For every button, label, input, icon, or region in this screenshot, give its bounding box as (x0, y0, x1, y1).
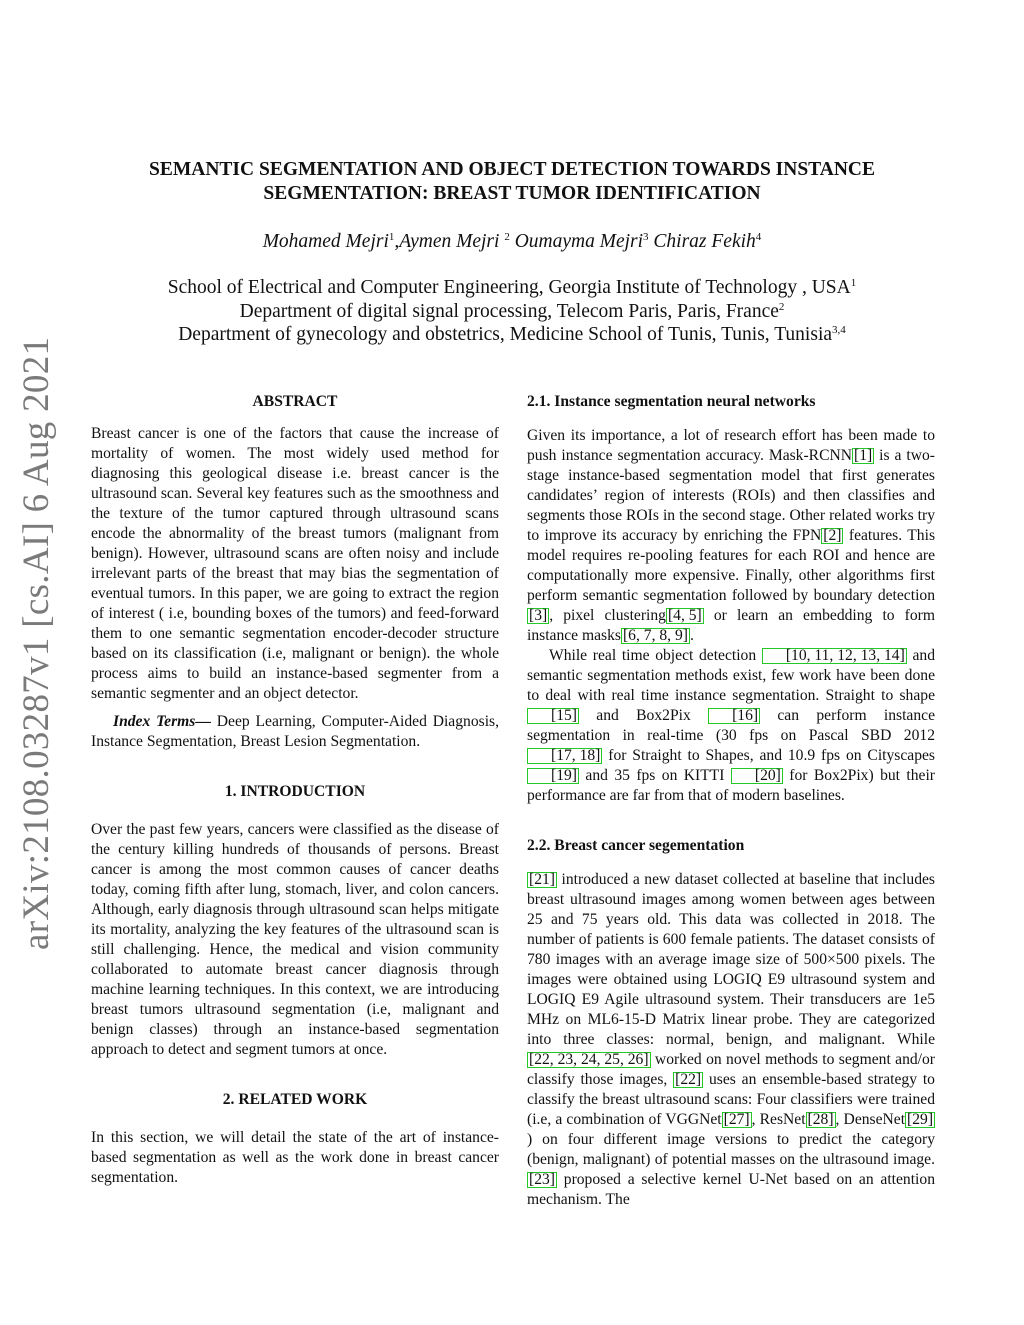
citation-link[interactable]: [22] (675, 1071, 702, 1088)
affiliation-superscript: 3,4 (832, 324, 846, 336)
title-line-1: SEMANTIC SEGMENTATION AND OBJECT DETECTION TOWARDS INSTANCE (149, 159, 875, 180)
citation-link[interactable]: [2] (823, 527, 842, 544)
affiliation-line (80, 300, 944, 324)
body-text: While real time object detection (549, 647, 762, 664)
affiliation-text: School of Electrical and Computer Engineering, Georgia Institute of Technology , USA (167, 277, 851, 298)
citation-link[interactable]: [27] (723, 1111, 750, 1128)
body-text: Given its importance, a lot of research effort has been made to push instance segmentation accuracy. Mask-RCNN (527, 427, 935, 464)
right-column (527, 392, 935, 1210)
body-text: can perform instance segmentation in real-time (30 fps on Pascal SBD 2012 (527, 707, 935, 744)
body-text: proposed a selective kernel U-Net based on an attention mechanism. The (527, 1171, 935, 1208)
paper-title (80, 158, 944, 206)
body-text: , DenseNet (835, 1111, 906, 1128)
citation-link[interactable]: [1] (854, 447, 873, 464)
citation-link[interactable]: [4, 5] (667, 607, 702, 624)
introduction-text: Over the past few years, cancers were classified as the disease of the century killing hundreds of thousands of persons. Breast cancer is among the most common causes of cancer deaths today, coming fifth after lung, stomach, liver, and colon cancers. Although, early diagnosis through ultrasound scan helps mitigate its mortality, analyzing the key features of the ultrasound scan is still challenging. Hence, the medical and vision community collaborated to automate breast cancer diagnosis through machine learning techniques. In this context, we are introducing breast tumors ultrasound segmentation (i.e, malignant and benign classes) through an instance-based segmentation approach to detect and segment tumors at once. (91, 821, 499, 1058)
author-superscript: 3 (643, 231, 649, 243)
related-work-heading: 2. RELATED WORK (222, 1091, 368, 1108)
body-text: and Box2Pix (578, 707, 709, 724)
body-text: and 35 fps on KITTI (578, 767, 731, 784)
affiliation-line (80, 323, 944, 347)
body-text: . (689, 627, 694, 644)
abstract-text: Breast cancer is one of the factors that cause the increase of mortality of women. The most widely used method for diagnosing this geological disease i.e. breast cancer is the ultrasound scan. Several key features such as the smoothness and the texture of the tumor captured through ultrasound scans encode the abnormality of the breast tumors (malignant from benign). However, ultrasound scans are often noisy and include irrelevant parts of the breast that may bias the segmentation of eventual tumors. In this paper, we are going to extract the region of interest ( i.e, bounding boxes of the tumors) and feed-forward them to one semantic segmentation encoder-decoder structure based on its classification (i.e, malignant or benign). the whole process aims to build an instance-based segmenter from a semantic segmenter and an object detector. (91, 425, 499, 702)
affiliation-superscript: 1 (850, 277, 857, 289)
body-text: is a two-stage instance-based segmentation model that first generates candidates’ region of interests (ROIs) and then classifies and segments those ROIs in the second stage. Other related works try to improve its accuracy by enriching the FPN (527, 447, 935, 544)
author-list (80, 228, 944, 256)
author-name: Aymen Mejri (399, 231, 505, 252)
citation-link[interactable]: [16] (708, 708, 760, 724)
introduction-heading: 1. INTRODUCTION (224, 783, 366, 800)
index-terms-text: Deep Learning, Computer-Aided Diagnosis, Instance Segmentation, Breast Lesion Segmentation. (91, 713, 499, 750)
body-text: , ResNet (751, 1111, 806, 1128)
citation-link[interactable]: [29] (907, 1111, 934, 1128)
citation-link[interactable]: [10, 11, 12, 13, 14] (762, 648, 907, 664)
section-2-1-paragraph-2 (527, 646, 935, 806)
body-text: ) on four different image versions to predict the category (benign, malignant) of potential masses on the ultrasound image. (527, 1131, 935, 1168)
citation-link[interactable]: [22, 23, 24, 25, 26] (529, 1051, 649, 1068)
affiliation-superscript: 2 (778, 300, 785, 313)
body-text: features. This model requires re-pooling features for each ROI and hence are computationally more expensive. Finally, other algorithms first perform semantic segmentation followed by boundary detection (527, 527, 936, 604)
author-superscript: 2 (504, 231, 510, 243)
section-2-2-heading: 2.2. Breast cancer segementation (527, 837, 745, 854)
citation-link[interactable]: [23] (529, 1171, 555, 1188)
citation-link[interactable]: [28] (807, 1111, 834, 1128)
affiliation-list (80, 276, 944, 347)
citation-link[interactable]: [20] (731, 768, 783, 784)
body-text: , pixel clustering (549, 607, 666, 624)
author-separator: , (394, 231, 400, 252)
citation-link[interactable]: [6, 7, 8, 9] (622, 627, 688, 644)
abstract-heading: ABSTRACT (252, 393, 338, 410)
author-name: Oumayma Mejri (514, 231, 644, 252)
index-terms-label: Index Terms— (113, 713, 211, 730)
title-line-2: SEGMENTATION: BREAST TUMOR IDENTIFICATION (263, 183, 761, 204)
body-text: for Box2Pix) but their performance are far from that of modern baselines. (527, 767, 935, 804)
body-text: or learn an embedding to form instance masks (527, 607, 935, 644)
author-name: Chiraz Fekih (653, 231, 756, 252)
body-text: introduced a new dataset collected at baseline that includes breast ultrasound images among women between ages between 25 and 75 years old. This data was collected in 2018. The number of patients is 600 female patients. The dataset consists of 780 images with an average image size of 500×500 pixels. The images were obtained using LOGIQ E9 ultrasound system and LOGIQ E9 Agile ultrasound system. Their transducers are 1e5 MHz on ML6-15-D Matrix linear probe. They are categorized into three classes: normal, benign, and malignant. While (527, 871, 935, 1048)
citation-link[interactable]: [15] (527, 708, 579, 724)
author-superscript: 1 (388, 231, 395, 243)
section-2-1-paragraph-1 (527, 426, 935, 646)
arxiv-side-stamp: arXiv:2108.03287v1 [cs.AI] 6 Aug 2021 (16, 336, 57, 950)
citation-link[interactable]: [17, 18] (527, 748, 602, 764)
author-superscript: 4 (755, 231, 762, 243)
body-text: for Straight to Shapes, and 10.9 fps on Cityscapes (602, 747, 935, 764)
affiliation-text: Department of digital signal processing, Telecom Paris, Paris, France (239, 300, 779, 322)
section-2-2-paragraph-1 (527, 870, 935, 1210)
affiliation-line (80, 276, 944, 300)
body-text: and semantic segmentation methods exist, few work have been done to deal with real time instance segmentation. Straight to shape (527, 647, 935, 704)
body-text: uses an ensemble-based strategy to classify the breast ultrasound scans: Four classifiers were trained (i.e, a combination of VGGNet (527, 1071, 935, 1128)
citation-link[interactable]: [3] (529, 607, 548, 624)
citation-link[interactable]: [21] (529, 871, 555, 888)
related-work-text: In this section, we will detail the state of the art of instance-based segmentation as well as the work done in breast cancer segmentation. (91, 1129, 499, 1186)
index-terms (91, 712, 499, 752)
section-2-1-heading: 2.1. Instance segmentation neural networks (527, 393, 816, 410)
citation-link[interactable]: [19] (527, 768, 579, 784)
body-text: worked on novel methods to segment and/or classify those images, (527, 1051, 935, 1088)
left-column (91, 392, 499, 1188)
author-name: Mohamed Mejri (262, 231, 389, 252)
affiliation-text: Department of gynecology and obstetrics, Medicine School of Tunis, Tunis, Tunisia (178, 324, 833, 345)
